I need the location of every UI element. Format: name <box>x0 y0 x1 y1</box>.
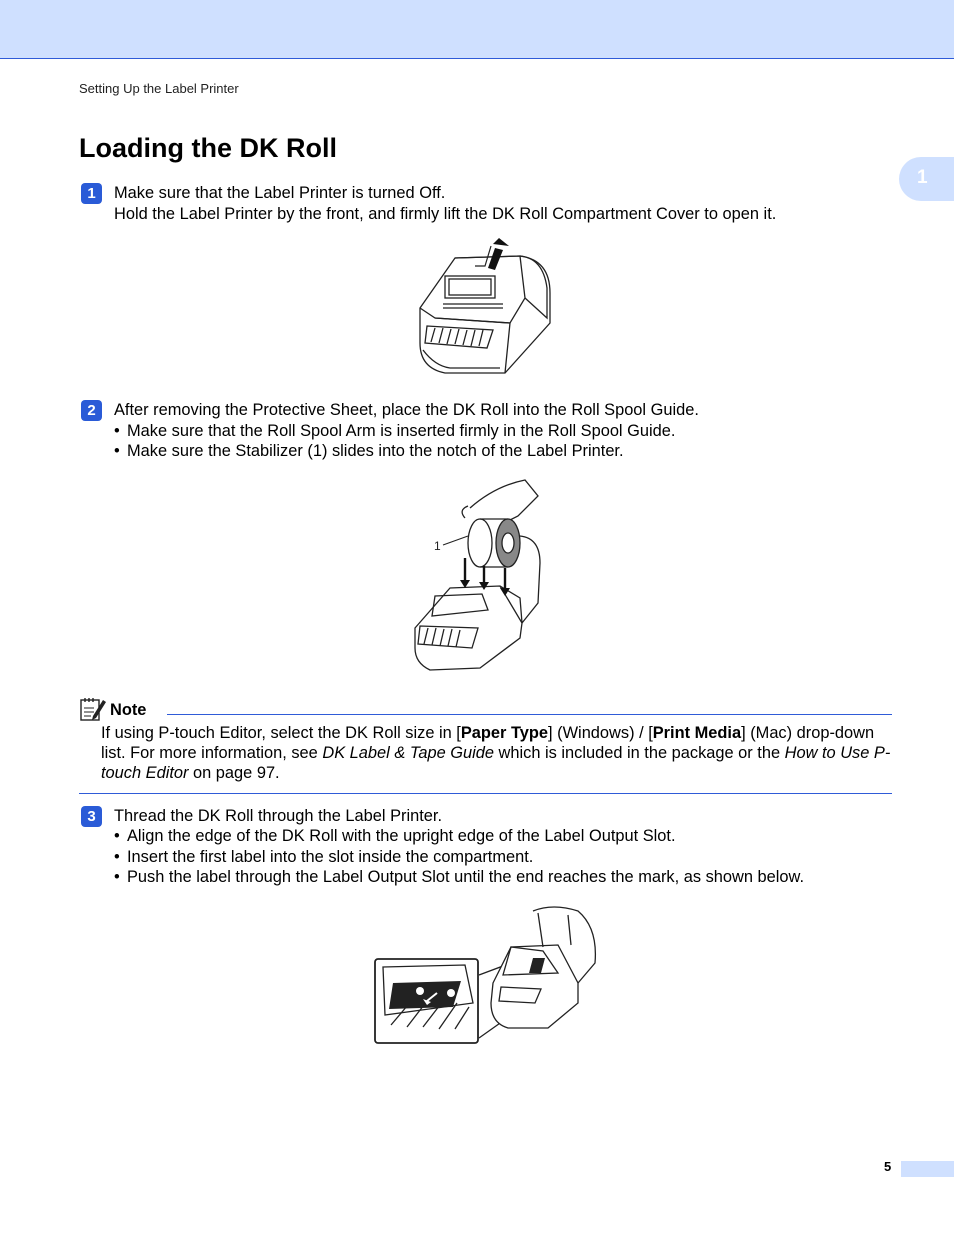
step-3-bullet-3-text: Push the label through the Label Output Slot until the end reaches the mark, as shown below. <box>127 868 805 886</box>
step-2-badge: 2 <box>81 400 102 421</box>
header-band <box>0 0 954 59</box>
note-title: Note <box>110 701 147 719</box>
step-2-bullet-2-text: Make sure the Stabilizer (1) slides into the notch of the Label Printer. <box>127 442 624 460</box>
note-text-1: If using P-touch Editor, select the DK Roll size in [ <box>101 724 461 742</box>
note-text-4: which is included in the package or the <box>493 744 785 762</box>
note-icon <box>79 696 107 722</box>
footer-bar <box>901 1161 954 1177</box>
note-text-3: ] (Mac) drop-down list. For more information, see <box>101 724 875 762</box>
step-3-bullet-2-text: Insert the first label into the slot inside the compartment. <box>127 848 534 866</box>
step-3-bullet-3: • Push the label through the Label Output Slot until the end reaches the mark, as shown below. <box>114 868 805 886</box>
note-paper-type: Paper Type <box>460 724 549 742</box>
note-rule-top <box>167 714 892 715</box>
step-3-bullet-1-text: Align the edge of the DK Roll with the upright edge of the Label Output Slot. <box>127 827 676 845</box>
step-2-bullet-1: • Make sure that the Roll Spool Arm is inserted firmly in the Roll Spool Guide. <box>114 422 676 440</box>
step-2-text: After removing the Protective Sheet, place the DK Roll into the Roll Spool Guide. <box>114 401 699 419</box>
note-guide-title: DK Label & Tape Guide <box>322 744 494 762</box>
chapter-tab <box>899 157 954 201</box>
step-3-bullet-2: • Insert the first label into the slot inside the compartment. <box>114 848 534 866</box>
note-editor-title: How to Use P-touch Editor <box>101 744 891 782</box>
roll-insert-illustration <box>410 478 560 674</box>
running-header: Setting Up the Label Printer <box>79 81 239 96</box>
note-text-5: on page 97. <box>188 764 280 782</box>
stabilizer-callout-label: 1 <box>434 539 441 553</box>
step-1-text-2: Hold the Label Printer by the front, and firmly lift the DK Roll Compartment Cover to open it. <box>114 205 777 223</box>
step-2-bullet-2: • Make sure the Stabilizer (1) slides into the notch of the Label Printer. <box>114 442 624 460</box>
step-1-badge: 1 <box>81 183 102 204</box>
chapter-number: 1 <box>917 167 928 188</box>
step-1-text: Make sure that the Label Printer is turned Off. <box>114 184 446 202</box>
note-text-2: ] (Windows) / [ <box>548 724 653 742</box>
step-3-text: Thread the DK Roll through the Label Printer. <box>114 807 443 825</box>
step-3-bullet-1: • Align the edge of the DK Roll with the upright edge of the Label Output Slot. <box>114 827 676 845</box>
note-print-media: Print Media <box>652 724 742 742</box>
page-number: 5 <box>884 1159 892 1174</box>
page-title: Loading the DK Roll <box>79 133 337 163</box>
step-3-badge: 3 <box>81 806 102 827</box>
printer-open-cover-illustration <box>415 238 555 378</box>
label-threading-illustration <box>373 903 611 1046</box>
note-body <box>101 723 891 783</box>
step-2-bullet-1-text: Make sure that the Roll Spool Arm is inserted firmly in the Roll Spool Guide. <box>127 422 676 440</box>
note-rule-bottom <box>79 793 892 794</box>
